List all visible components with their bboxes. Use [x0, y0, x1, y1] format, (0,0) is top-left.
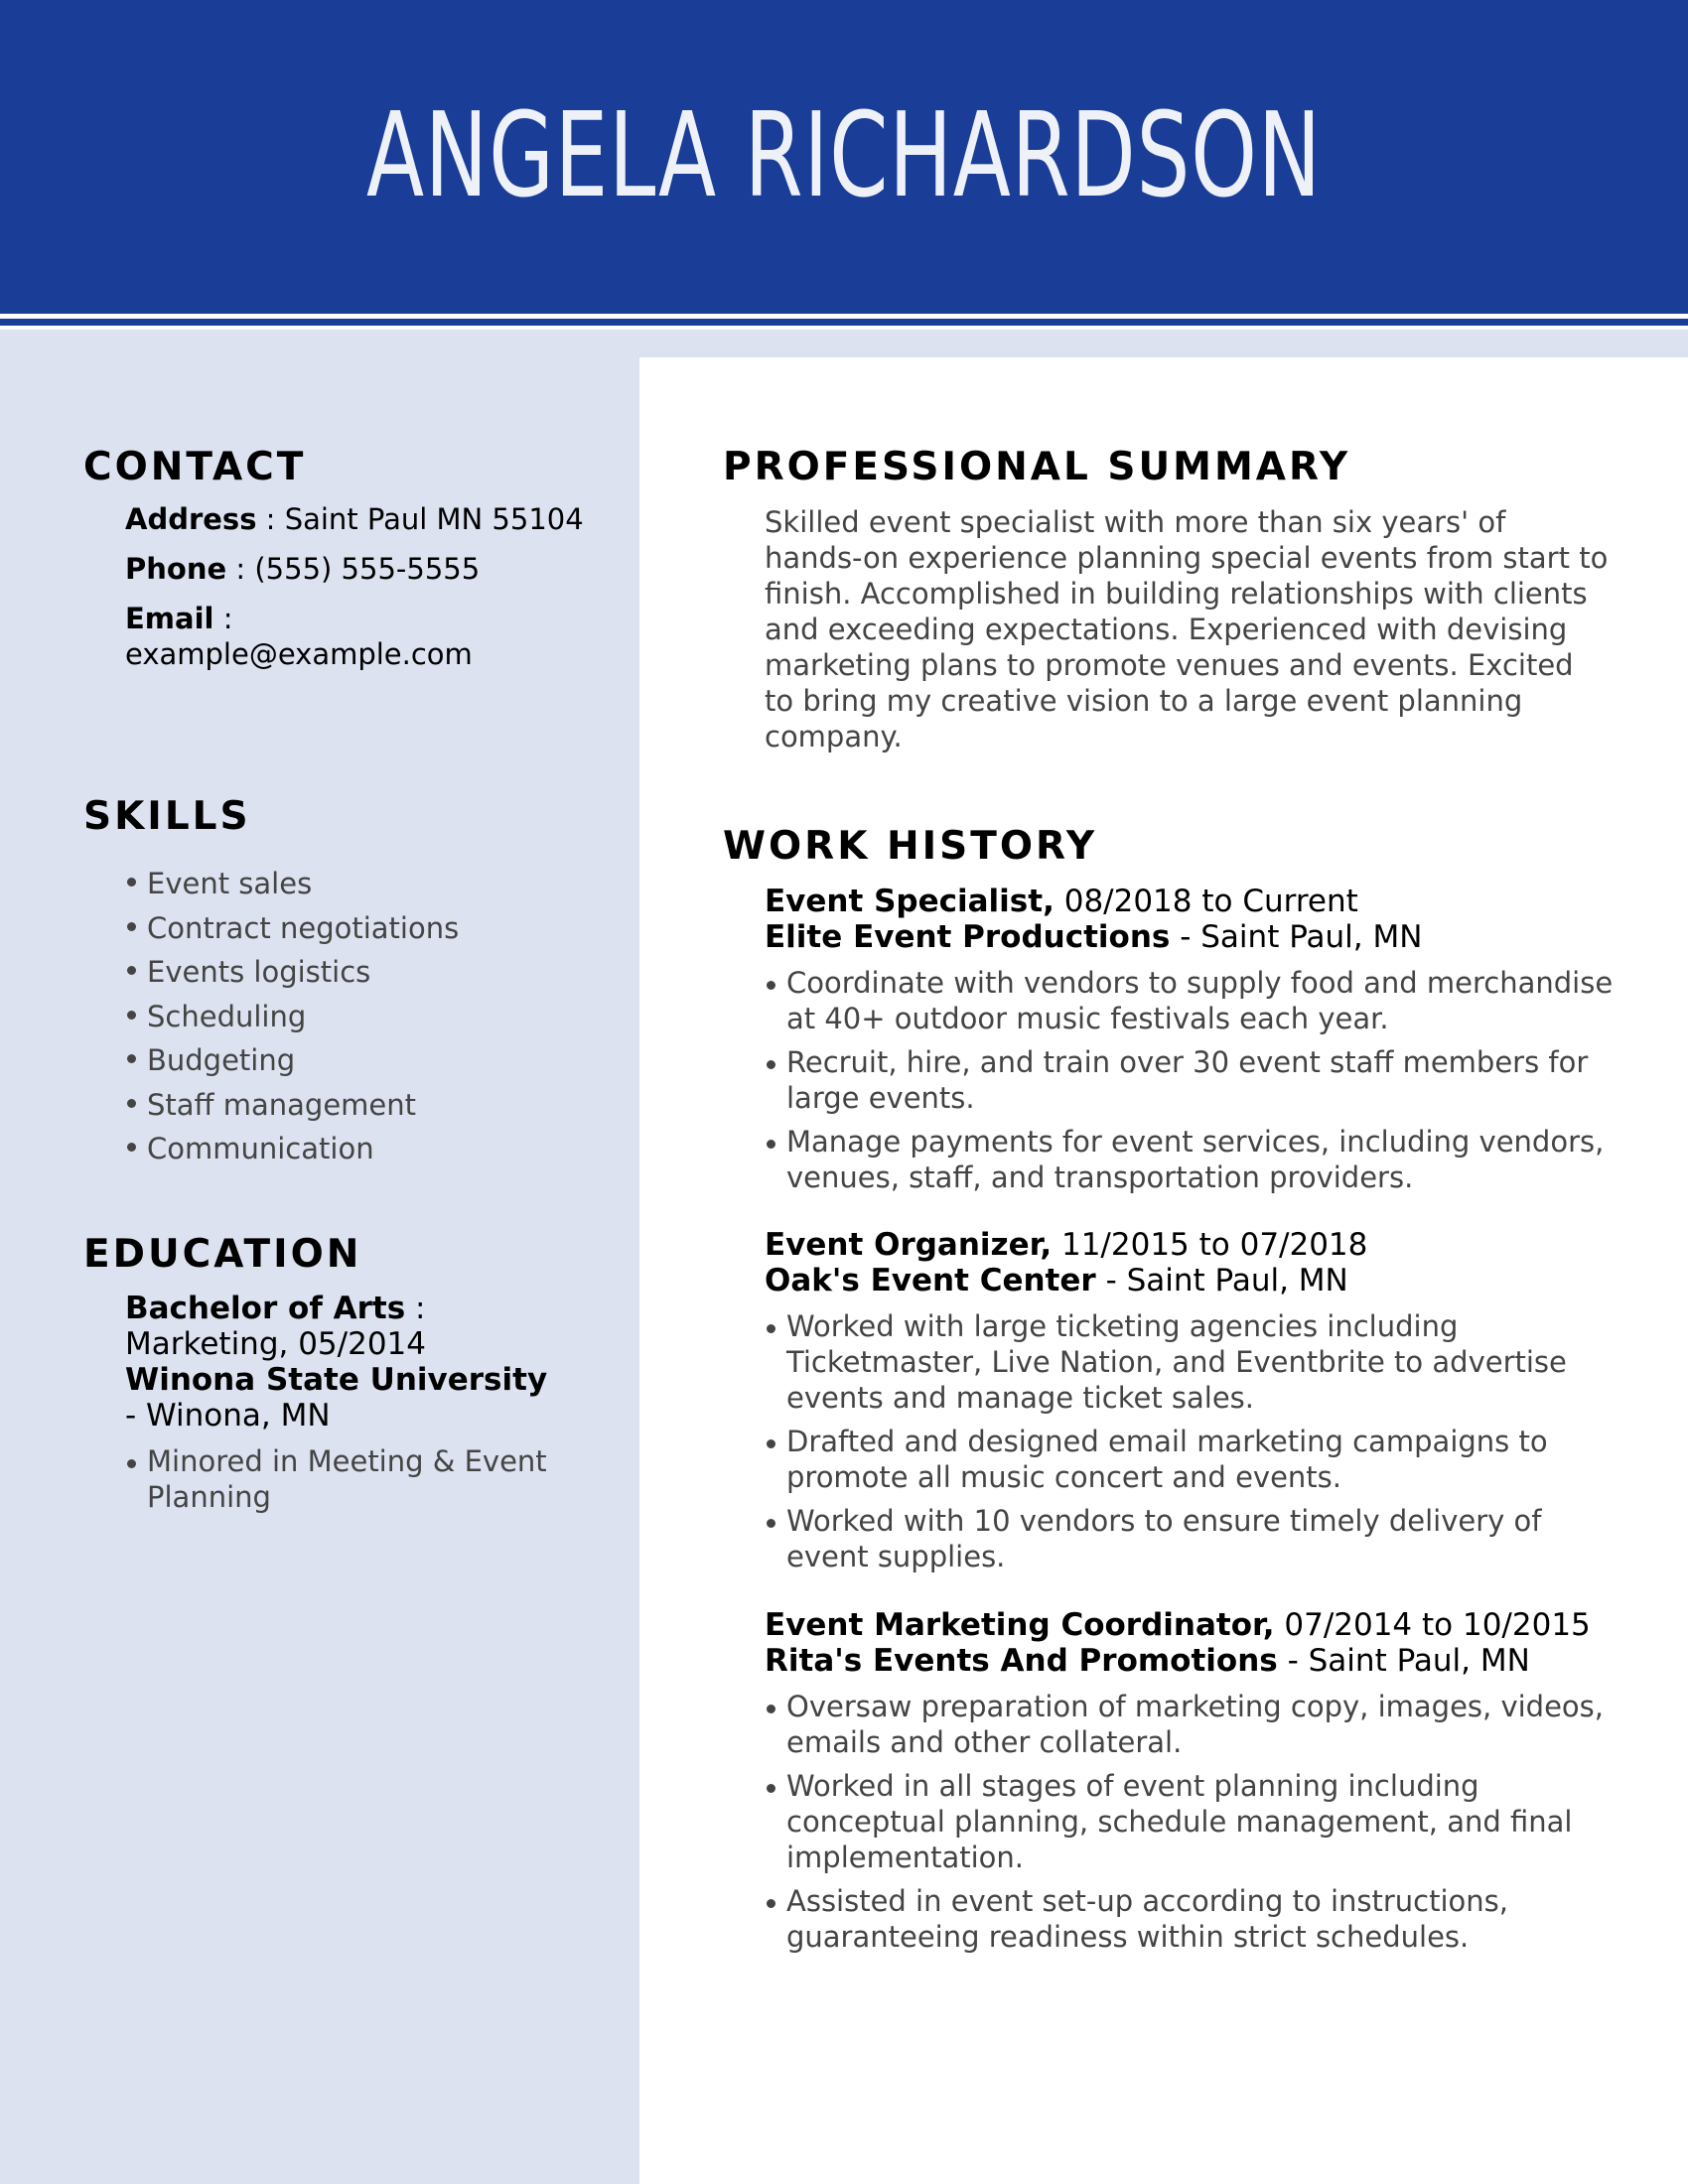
- education-field: Marketing, 05/2014: [125, 1326, 426, 1362]
- education-location: - Winona, MN: [125, 1398, 331, 1433]
- job-entry: [765, 1607, 1618, 1963]
- job-bullet: Manage payments for event services, including vendors, venues, staff, and transportation providers.: [765, 1124, 1618, 1195]
- skill-item: Events logistics: [125, 950, 602, 995]
- address-label: Address: [125, 502, 257, 536]
- job-bullets: [765, 1689, 1618, 1955]
- education-title: EDUCATION: [83, 1232, 362, 1277]
- job-role: Event Specialist,: [765, 884, 1055, 919]
- job-bullet: Oversaw preparation of marketing copy, images, videos, emails and other collateral.: [765, 1689, 1618, 1760]
- job-location: - Saint Paul, MN: [1287, 1643, 1530, 1679]
- education-degree: Bachelor of Arts: [125, 1291, 406, 1326]
- summary-text: Skilled event specialist with more than six years' of hands-on experience planning special events from start to finish. Accomplished in building relationships with clients and exceeding expectations. Experienced with devising marketing plans to promote venues and events. Excited to bring my creative vision to a large event planning company.: [765, 505, 1609, 753]
- education-separator: :: [405, 1291, 426, 1326]
- skill-item: Communication: [125, 1127, 602, 1171]
- job-role: Event Marketing Coordinator,: [765, 1607, 1275, 1643]
- skills-title: SKILLS: [83, 794, 251, 839]
- job-company-line: [765, 919, 1618, 955]
- job-title-line: [765, 1607, 1618, 1643]
- skill-item: Budgeting: [125, 1038, 602, 1083]
- skill-item: Scheduling: [125, 995, 602, 1039]
- contact-phone: [125, 551, 602, 587]
- phone-label: Phone: [125, 552, 227, 586]
- education-details: [125, 1443, 602, 1515]
- job-bullet: Worked with 10 vendors to ensure timely delivery of event supplies.: [765, 1503, 1618, 1574]
- job-entry: [765, 884, 1618, 1203]
- email-separator: :: [213, 602, 233, 635]
- skill-item: Staff management: [125, 1083, 602, 1128]
- job-bullets: [765, 1308, 1618, 1574]
- email-label: Email: [125, 602, 214, 635]
- education-detail-item: Minored in Meeting & Event Planning: [125, 1443, 602, 1515]
- skill-item: Contract negotiations: [125, 906, 602, 951]
- address-value: Saint Paul MN 55104: [284, 502, 584, 536]
- job-company-line: [765, 1643, 1618, 1679]
- job-title-line: [765, 884, 1618, 919]
- header-banner: [0, 0, 1688, 314]
- email-value: example@example.com: [125, 637, 473, 671]
- job-dates: 08/2018 to Current: [1063, 884, 1358, 919]
- job-company-line: [765, 1263, 1618, 1298]
- job-location: - Saint Paul, MN: [1180, 919, 1423, 955]
- header-rule: [0, 319, 1688, 326]
- skills-list: [125, 862, 602, 1171]
- job-bullet: Drafted and designed email marketing campaigns to promote all music concert and events.: [765, 1424, 1618, 1495]
- job-location: - Saint Paul, MN: [1105, 1263, 1348, 1298]
- job-bullet: Coordinate with vendors to supply food and merchandise at 40+ outdoor music festivals each year.: [765, 965, 1618, 1036]
- job-role: Event Organizer,: [765, 1227, 1053, 1263]
- education-school: Winona State University: [125, 1362, 548, 1398]
- job-title-line: [765, 1227, 1618, 1263]
- phone-separator: :: [226, 552, 255, 586]
- skill-item: Event sales: [125, 862, 602, 906]
- job-dates: 07/2014 to 10/2015: [1284, 1607, 1591, 1643]
- contact-title: CONTACT: [83, 445, 307, 489]
- address-separator: :: [256, 502, 285, 536]
- education-degree-line: [125, 1291, 602, 1326]
- work-title: WORK HISTORY: [723, 824, 1098, 869]
- contact-address: [125, 501, 602, 537]
- job-bullet: Worked in all stages of event planning including conceptual planning, schedule management, and final implementation.: [765, 1768, 1618, 1875]
- job-company: Oak's Event Center: [765, 1263, 1096, 1298]
- job-bullet: Assisted in event set-up according to instructions, guaranteeing readiness within strict schedules.: [765, 1883, 1618, 1955]
- job-entry: [765, 1227, 1618, 1582]
- education-block: [125, 1291, 602, 1515]
- contact-email: [125, 601, 602, 672]
- job-company: Elite Event Productions: [765, 919, 1171, 955]
- phone-value: (555) 555-5555: [254, 552, 481, 586]
- job-bullet: Recruit, hire, and train over 30 event staff members for large events.: [765, 1044, 1618, 1116]
- job-bullet: Worked with large ticketing agencies including Ticketmaster, Live Nation, and Eventbrite to advertise events and manage ticket sales.: [765, 1308, 1618, 1416]
- job-bullets: [765, 965, 1618, 1195]
- candidate-name: ANGELA RICHARDSON: [365, 86, 1323, 223]
- summary-title: PROFESSIONAL SUMMARY: [723, 445, 1351, 489]
- job-company: Rita's Events And Promotions: [765, 1643, 1278, 1679]
- contact-block: [125, 501, 602, 686]
- job-dates: 11/2015 to 07/2018: [1060, 1227, 1368, 1263]
